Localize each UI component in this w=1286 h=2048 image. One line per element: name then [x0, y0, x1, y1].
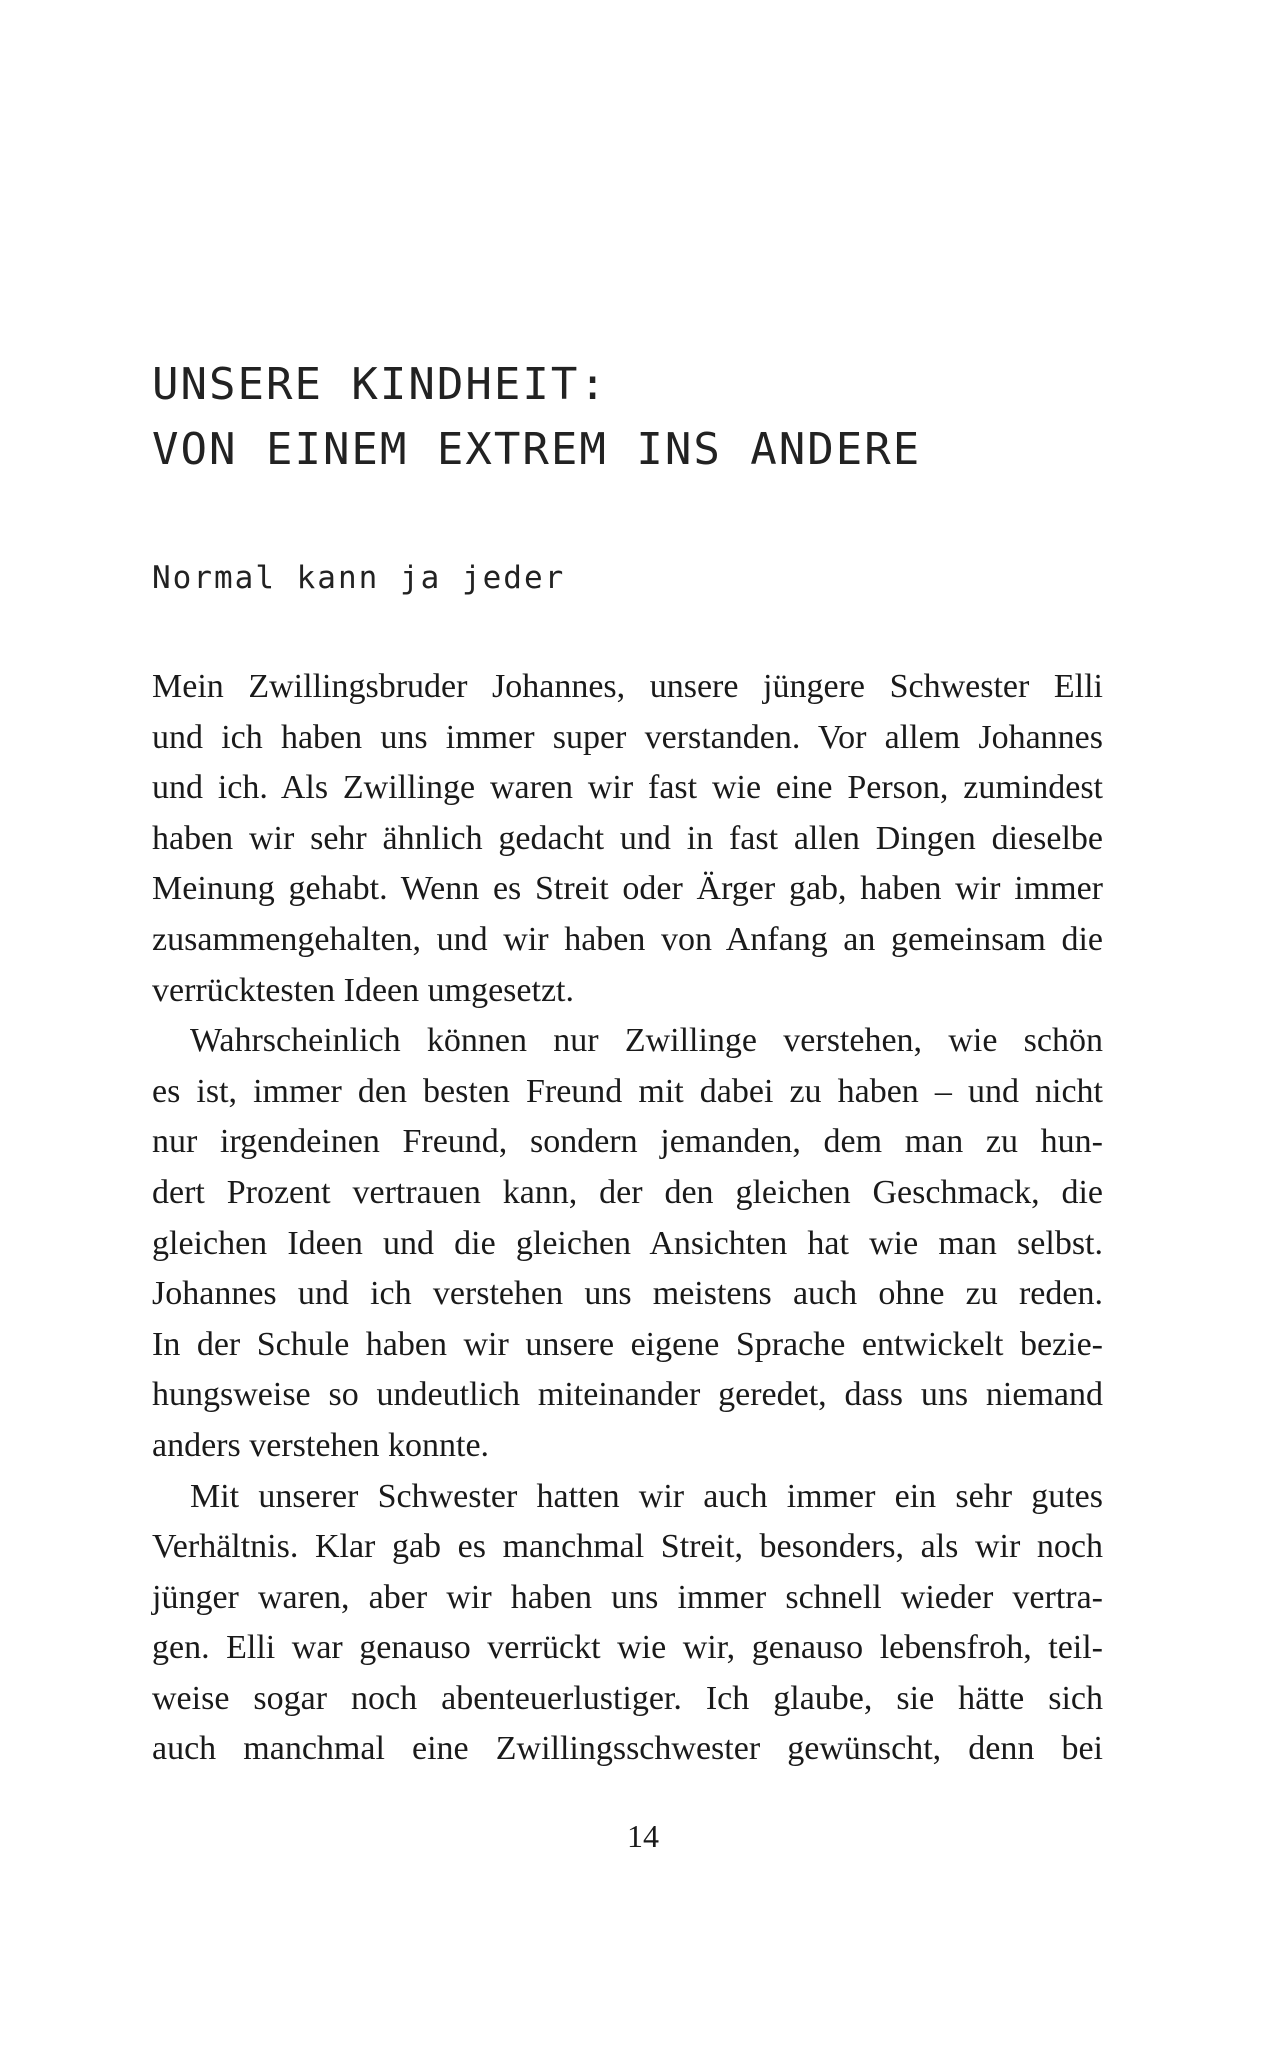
- text-line: gleichen Ideen und die gleichen Ansichten hat wie man selbst.: [152, 1224, 1103, 1262]
- section-title: Normal kann ja jeder: [152, 560, 566, 596]
- text-line: Mein Zwillingsbruder Johannes, unsere jüngere Schwester Elli: [152, 668, 1103, 705]
- text-line: In der Schule haben wir unsere eigene Sprache entwickelt bezie-: [152, 1325, 1103, 1363]
- text-line: Meinung gehabt. Wenn es Streit oder Ärger gab, haben wir immer: [152, 870, 1103, 908]
- text-line: und ich haben uns immer super verstanden. Vor allem Johannes: [152, 718, 1103, 756]
- page-number: 14: [627, 1818, 659, 1854]
- text-line: nur irgendeinen Freund, sondern jemanden, dem man zu hun-: [152, 1123, 1103, 1161]
- text-line: haben wir sehr ähnlich gedacht und in fast allen Dingen dieselbe: [152, 819, 1103, 857]
- body-text: [152, 662, 1103, 1775]
- text-line: hungsweise so undeutlich miteinander geredet, dass uns niemand: [152, 1376, 1103, 1414]
- text-line: zusammengehalten, und wir haben von Anfang an gemeinsam die: [152, 920, 1103, 958]
- text-line: Verhältnis. Klar gab es manchmal Streit, besonders, als wir noch: [152, 1528, 1103, 1566]
- chapter-title-line-2: VON EINEM EXTREM INS ANDERE: [152, 424, 922, 475]
- chapter-title: [152, 352, 1152, 482]
- text-line: es ist, immer den besten Freund mit dabei zu haben – und nicht: [152, 1072, 1103, 1110]
- text-line: und ich. Als Zwillinge waren wir fast wie eine Person, zumindest: [152, 769, 1103, 807]
- text-line: verrücktesten Ideen umgesetzt.: [152, 971, 574, 1009]
- chapter-title-line-1: UNSERE KINDHEIT:: [152, 359, 608, 410]
- text-line: Mit unserer Schwester hatten wir auch immer ein sehr gutes: [190, 1477, 1103, 1515]
- text-line: Johannes und ich verstehen uns meistens auch ohne zu reden.: [152, 1275, 1103, 1313]
- text-line: gen. Elli war genauso verrückt wie wir, genauso lebensfroh, teil-: [152, 1629, 1103, 1667]
- text-line: dert Prozent vertrauen kann, der den gleichen Geschmack, die: [152, 1173, 1103, 1211]
- text-line: Wahrscheinlich können nur Zwillinge verstehen, wie schön: [190, 1022, 1103, 1060]
- text-line: anders verstehen konnte.: [152, 1426, 490, 1464]
- text-line: auch manchmal eine Zwillingsschwester gewünscht, denn bei: [152, 1730, 1103, 1768]
- text-line: jünger waren, aber wir haben uns immer schnell wieder vertra-: [152, 1578, 1103, 1616]
- text-line: weise sogar noch abenteuerlustiger. Ich glaube, sie hätte sich: [152, 1679, 1103, 1717]
